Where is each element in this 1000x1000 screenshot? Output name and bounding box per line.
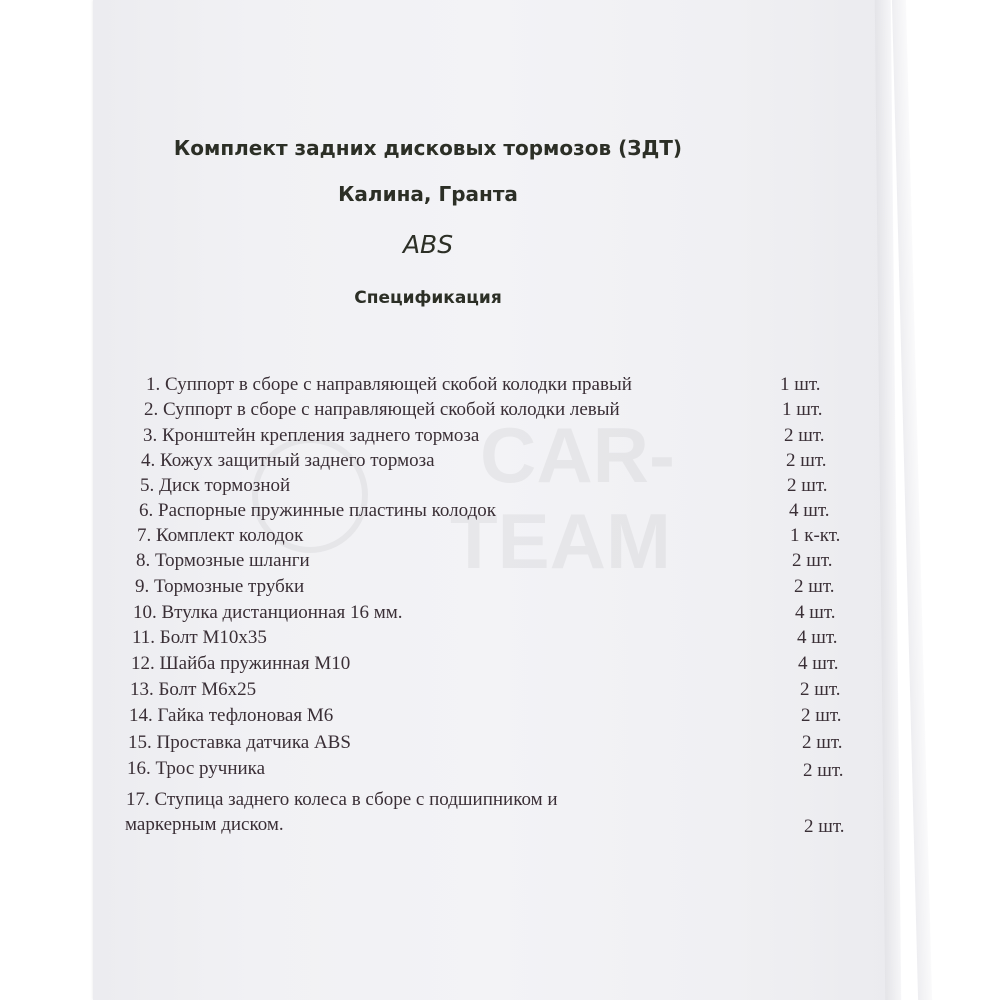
spec-item-text: 3. Кронштейн крепления заднего тормоза (143, 425, 480, 446)
spec-item-qty: 1 шт. (782, 399, 823, 420)
spec-item-text: 15. Проставка датчика ABS (128, 732, 351, 753)
spec-item-text: 12. Шайба пружинная М10 (131, 653, 351, 674)
spec-item-qty: 2 шт. (794, 576, 835, 597)
spec-item-text: 4. Кожух защитный заднего тормоза (141, 450, 435, 471)
abs-label: ABS (402, 230, 454, 259)
spec-item-text: 16. Трос ручника (127, 758, 266, 779)
spec-item-text: 1. Суппорт в сборе с направляющей скобой колодки правый (146, 374, 632, 395)
spec-item-qty: 2 шт. (787, 475, 828, 496)
spec-item-qty: 4 шт. (789, 500, 830, 521)
spec-item-qty: 2 шт. (802, 732, 843, 753)
spec-item-text: 8. Тормозные шланги (136, 550, 310, 571)
spec-item-qty: 4 шт. (795, 602, 836, 623)
spec-item-text: 13. Болт М6х25 (130, 679, 257, 700)
spec-item-qty: 2 шт. (786, 450, 827, 471)
spec-item-text: 5. Диск тормозной (140, 475, 291, 496)
spec-item-qty: 4 шт. (797, 627, 838, 648)
spec-item-text: 14. Гайка тефлоновая М6 (129, 705, 334, 726)
spec-item-text: 11. Болт М10х35 (132, 627, 267, 648)
spec-item-text: 10. Втулка дистанционная 16 мм. (133, 602, 403, 623)
spec-item-qty: 4 шт. (798, 653, 839, 674)
spec-item-qty: 2 шт. (800, 679, 841, 700)
spec-item-qty: 2 шт. (801, 705, 842, 726)
spec-item-qty: 2 шт. (792, 550, 833, 571)
spec-item-text: 6. Распорные пружинные пластины колодок (139, 500, 496, 521)
spec-item-text: 2. Суппорт в сборе с направляющей скобой колодки левый (144, 399, 620, 420)
spec-item-text: 17. Ступица заднего колеса в сборе с подшипником и (126, 789, 558, 810)
spec-item-qty: 2 шт. (804, 816, 845, 837)
spec-item-qty: 2 шт. (784, 425, 825, 446)
spec-item-text: маркерным диском. (125, 814, 284, 835)
specification-heading: Спецификация (354, 288, 502, 308)
car-models: Калина, Гранта (338, 182, 518, 206)
spec-item-qty: 1 шт. (780, 374, 821, 395)
spec-item-qty: 1 к-кт. (790, 525, 841, 546)
document-title: Комплект задних дисковых тормозов (ЗДТ) (173, 136, 683, 160)
spec-item-qty: 2 шт. (803, 760, 844, 781)
spec-item-text: 7. Комплект колодок (137, 525, 304, 546)
spec-item-text: 9. Тормозные трубки (135, 576, 305, 597)
